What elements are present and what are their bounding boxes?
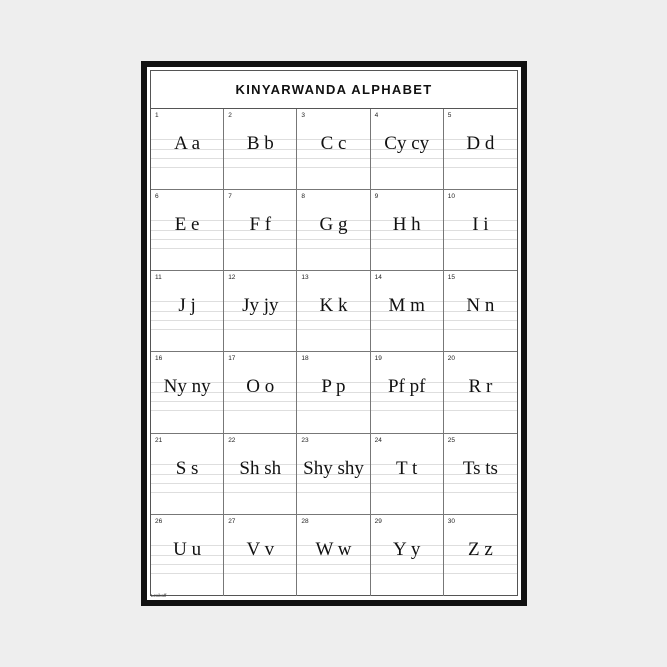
letter-cell	[297, 190, 370, 271]
guide-line	[151, 239, 223, 240]
cell-letter: Z z	[467, 538, 493, 560]
cell-letter: N n	[466, 295, 495, 317]
guide-line	[224, 248, 296, 249]
letter-cell	[371, 271, 444, 352]
guide-line	[371, 239, 443, 240]
cell-letter: O o	[246, 376, 275, 398]
guide-line	[444, 320, 517, 321]
letter-cell	[444, 515, 517, 596]
guide-line	[444, 401, 517, 402]
cell-number: 6	[155, 193, 159, 201]
guide-line	[297, 401, 369, 402]
cell-number: 22	[228, 436, 236, 444]
letter-cell	[151, 109, 224, 190]
cell-letter: M m	[388, 295, 425, 317]
cell-number: 18	[301, 355, 309, 363]
poster-frame	[141, 61, 527, 606]
cell-number: 7	[228, 193, 232, 201]
cell-number: 13	[301, 274, 309, 282]
cell-letter: Jy jy	[242, 295, 279, 317]
guide-line	[371, 573, 443, 574]
guide-line	[444, 483, 517, 484]
poster-title: KINYARWANDA ALPHABET	[235, 82, 433, 97]
guide-line	[297, 329, 369, 330]
cell-letter: Ts ts	[462, 457, 498, 479]
cell-letter: Pf pf	[387, 376, 426, 398]
cell-letter: G g	[319, 214, 348, 236]
guide-line	[371, 329, 443, 330]
letter-cell	[371, 190, 444, 271]
guide-line	[444, 158, 517, 159]
cell-number: 10	[447, 193, 456, 201]
letter-cell	[297, 109, 370, 190]
guide-line	[224, 410, 296, 411]
cell-letter: R r	[468, 376, 493, 398]
guide-line	[297, 248, 369, 249]
guide-line	[371, 248, 443, 249]
cell-number: 8	[301, 193, 306, 201]
cell-number: 24	[374, 436, 382, 444]
letter-cell	[371, 352, 444, 433]
guide-line	[151, 573, 223, 574]
guide-line	[444, 239, 517, 240]
guide-line	[297, 320, 369, 321]
letter-cell	[297, 352, 370, 433]
guide-line	[151, 329, 223, 330]
cell-number: 25	[447, 436, 456, 444]
letter-cell	[224, 434, 297, 515]
guide-line	[371, 401, 443, 402]
guide-line	[297, 492, 369, 493]
guide-line	[151, 564, 223, 565]
guide-line	[444, 410, 517, 411]
cell-letter: Y y	[393, 538, 421, 560]
guide-line	[297, 483, 369, 484]
guide-line	[224, 483, 296, 484]
guide-line	[151, 410, 223, 411]
cell-number: 9	[374, 193, 379, 201]
guide-line	[224, 329, 296, 330]
cell-letter: E e	[174, 214, 200, 236]
cell-letter: Sh sh	[239, 457, 282, 479]
guide-line	[224, 320, 296, 321]
letter-cell	[151, 434, 224, 515]
cell-number: 14	[374, 274, 382, 282]
letter-cell	[224, 271, 297, 352]
cell-number: 21	[155, 436, 163, 444]
guide-line	[371, 564, 443, 565]
letter-cell	[444, 109, 517, 190]
guide-line	[297, 564, 369, 565]
guide-line	[444, 248, 517, 249]
letter-cell	[297, 271, 370, 352]
cell-number: 15	[447, 274, 456, 282]
guide-line	[224, 492, 296, 493]
letter-cell	[224, 190, 297, 271]
cell-letter: Shy shy	[303, 457, 364, 479]
guide-line	[224, 158, 296, 159]
cell-number: 20	[447, 355, 456, 363]
cell-letter: I i	[472, 214, 489, 236]
cell-letter: Ny ny	[163, 376, 211, 398]
guide-line	[224, 239, 296, 240]
guide-line	[371, 167, 443, 168]
cell-number: 28	[301, 517, 309, 525]
letter-cell	[224, 352, 297, 433]
cell-number: 30	[447, 517, 456, 525]
cell-number: 27	[228, 517, 236, 525]
title-bar	[151, 71, 517, 109]
cell-letter: K k	[319, 295, 348, 317]
guide-line	[151, 320, 223, 321]
cell-letter: U u	[173, 538, 202, 560]
cell-letter: C c	[320, 133, 347, 154]
cell-letter: T t	[396, 457, 418, 479]
letter-cell	[151, 352, 224, 433]
guide-line	[371, 483, 443, 484]
cell-number: 16	[155, 355, 163, 363]
cell-letter: V v	[246, 538, 275, 560]
letter-cell	[224, 109, 297, 190]
letter-cell	[371, 515, 444, 596]
cell-number: 11	[155, 274, 162, 282]
cell-number: 1	[155, 112, 159, 119]
letter-cell	[371, 434, 444, 515]
guide-line	[151, 483, 223, 484]
guide-line	[444, 564, 517, 565]
guide-line	[224, 573, 296, 574]
letter-cell	[371, 109, 444, 190]
guide-line	[371, 158, 443, 159]
cell-number: 3	[301, 112, 306, 119]
letter-cell	[444, 434, 517, 515]
guide-line	[444, 329, 517, 330]
cell-letter: J j	[178, 295, 196, 317]
letter-cell	[151, 190, 224, 271]
guide-line	[444, 167, 517, 168]
guide-line	[151, 492, 223, 493]
cell-letter: W w	[315, 538, 352, 560]
alphabet-sheet	[150, 70, 518, 596]
cell-number: 5	[447, 112, 452, 119]
cell-number: 29	[374, 517, 382, 525]
letter-grid	[151, 109, 517, 596]
cell-letter: Cy cy	[384, 133, 430, 154]
letter-cell	[444, 190, 517, 271]
cell-number: 2	[228, 112, 232, 119]
guide-line	[371, 492, 443, 493]
letter-cell	[151, 271, 224, 352]
letter-cell	[151, 515, 224, 596]
letter-cell	[444, 352, 517, 433]
letter-cell	[224, 515, 297, 596]
poster	[147, 67, 521, 600]
brand-label: Lexikoff	[151, 593, 167, 598]
cell-number: 4	[374, 112, 379, 119]
cell-letter: D d	[466, 133, 495, 154]
guide-line	[151, 248, 223, 249]
guide-line	[297, 239, 369, 240]
guide-line	[444, 573, 517, 574]
cell-number: 26	[155, 517, 163, 525]
cell-number: 12	[228, 274, 236, 282]
cell-letter: B b	[246, 133, 274, 154]
cell-letter: S s	[175, 457, 199, 479]
guide-line	[224, 401, 296, 402]
guide-line	[444, 492, 517, 493]
cell-number: 17	[228, 355, 236, 363]
letter-cell	[297, 434, 370, 515]
guide-line	[224, 564, 296, 565]
guide-line	[297, 410, 369, 411]
guide-line	[371, 320, 443, 321]
guide-line	[297, 573, 369, 574]
guide-line	[224, 167, 296, 168]
guide-line	[151, 167, 223, 168]
cell-number: 23	[301, 436, 309, 444]
cell-letter: H h	[392, 214, 421, 236]
letter-cell	[444, 271, 517, 352]
cell-letter: P p	[321, 376, 346, 398]
guide-line	[151, 401, 223, 402]
cell-number: 19	[374, 355, 382, 363]
guide-line	[297, 167, 369, 168]
letter-cell	[297, 515, 370, 596]
guide-line	[151, 158, 223, 159]
cell-letter: F f	[249, 214, 272, 236]
cell-letter: A a	[174, 133, 201, 154]
guide-line	[371, 410, 443, 411]
guide-line	[297, 158, 369, 159]
